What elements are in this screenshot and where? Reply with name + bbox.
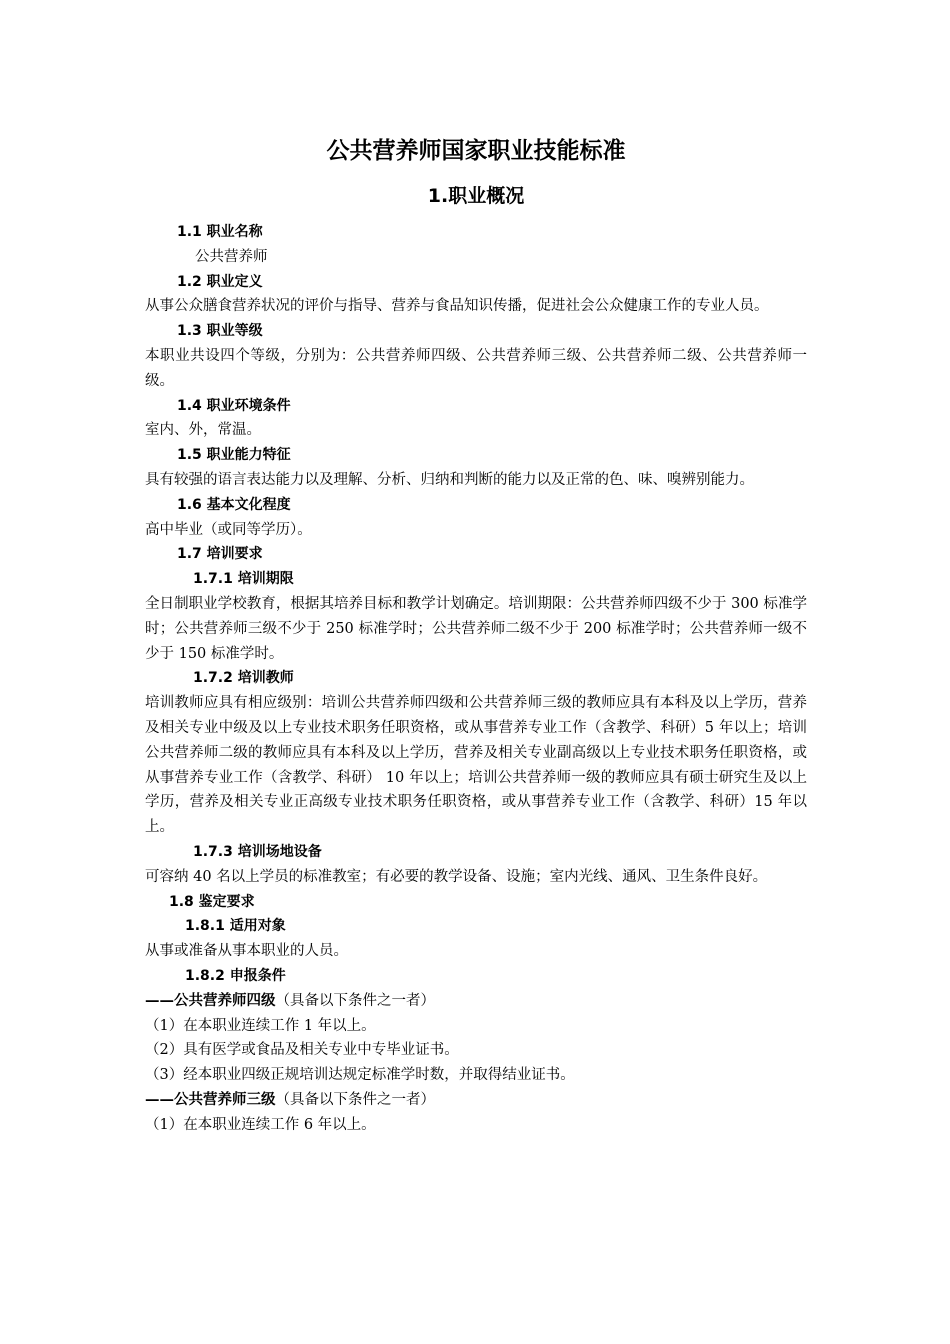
section-1-7-1-heading: 1.7.1 培训期限 <box>193 571 294 588</box>
list-item: （2）具有医学或食品及相关专业中专毕业证书。 <box>145 1042 459 1059</box>
level-3-note: （具备以下条件之一者） <box>275 1091 435 1108</box>
section-1-1-text: 公共营养师 <box>195 248 268 265</box>
list-item: （3）经本职业四级正规培训达规定标准学时数，并取得结业证书。 <box>145 1067 575 1084</box>
chapter-heading: 1.职业概况 <box>427 185 525 207</box>
section-1-6-heading: 1.6 基本文化程度 <box>177 496 291 513</box>
section-1-2-text: 从事公众膳食营养状况的评价与指导、营养与食品知识传播，促进社会公众健康工作的专业人员。 <box>145 298 769 315</box>
list-item: （1）在本职业连续工作 6 年以上。 <box>145 1116 376 1133</box>
section-1-7-3-heading: 1.7.3 培训场地设备 <box>193 843 322 860</box>
document-body <box>145 134 807 1137</box>
level-3-requirements-heading <box>145 1088 807 1113</box>
section-1-8-1-heading: 1.8.1 适用对象 <box>185 918 286 935</box>
section-1-8-2-heading: 1.8.2 申报条件 <box>185 967 286 984</box>
level-4-requirements-heading <box>145 989 807 1014</box>
section-1-6-text: 高中毕业（或同等学历）。 <box>145 521 312 538</box>
section-1-8-heading: 1.8 鉴定要求 <box>169 893 255 910</box>
section-1-7-1-text: 全日制职业学校教育，根据其培养目标和教学计划确定。培训期限：公共营养师四级不少于 300 标准学时；公共营养师三级不少于 250 标准学时；公共营养师二级不少于 200 标准学时；公共营养师一级不少于 150 标准学时。 <box>145 595 807 662</box>
section-1-4-text: 室内、外，常温。 <box>145 422 261 439</box>
document-title: 公共营养师国家职业技能标准 <box>326 138 626 164</box>
section-1-7-heading: 1.7 培训要求 <box>177 546 263 563</box>
section-1-2-heading: 1.2 职业定义 <box>177 273 263 290</box>
section-1-3-heading: 1.3 职业等级 <box>177 323 263 340</box>
section-1-5-text: 具有较强的语言表达能力以及理解、分析、归纳和判断的能力以及正常的色、味、嗅辨别能力。 <box>145 471 754 488</box>
list-item: （1）在本职业连续工作 1 年以上。 <box>145 1017 376 1034</box>
level-3-lead: ——公共营养师三级 <box>145 1090 276 1108</box>
section-1-1-heading: 1.1 职业名称 <box>177 224 263 240</box>
level-4-lead: ——公共营养师四级 <box>145 991 276 1009</box>
section-1-8-1-text: 从事或准备从事本职业的人员。 <box>145 943 348 960</box>
section-1-4-heading: 1.4 职业环境条件 <box>177 397 291 414</box>
section-1-7-2-heading: 1.7.2 培训教师 <box>193 670 294 687</box>
section-1-5-heading: 1.5 职业能力特征 <box>177 447 291 464</box>
section-1-7-2-text: 培训教师应具有相应级别：培训公共营养师四级和公共营养师三级的教师应具有本科及以上学历，营养及相关专业中级及以上专业技术职务任职资格，或从事营养专业工作（含教学、科研）5 年以上；培训公共营养师二级的教师应具有本科及以上学历，营养及相关专业副高级以上专业技术职务任职资格，或从事营养专业工作（含教学、科研） 10 年以上；培训公共营养师一级的教师应具有硕士研究生及以上学历，营养及相关专业正高级专业技术职务任职资格，或从事营养专业工作（含教学、科研）15 年以上。 <box>145 695 807 836</box>
level-4-note: （具备以下条件之一者） <box>275 992 435 1009</box>
section-1-3-text: 本职业共设四个等级，分别为：公共营养师四级、公共营养师三级、公共营养师二级、公共营养师一级。 <box>145 347 807 389</box>
section-1-7-3-text: 可容纳 40 名以上学员的标准教室；有必要的教学设备、设施；室内光线、通风、卫生条件良好。 <box>145 868 768 885</box>
